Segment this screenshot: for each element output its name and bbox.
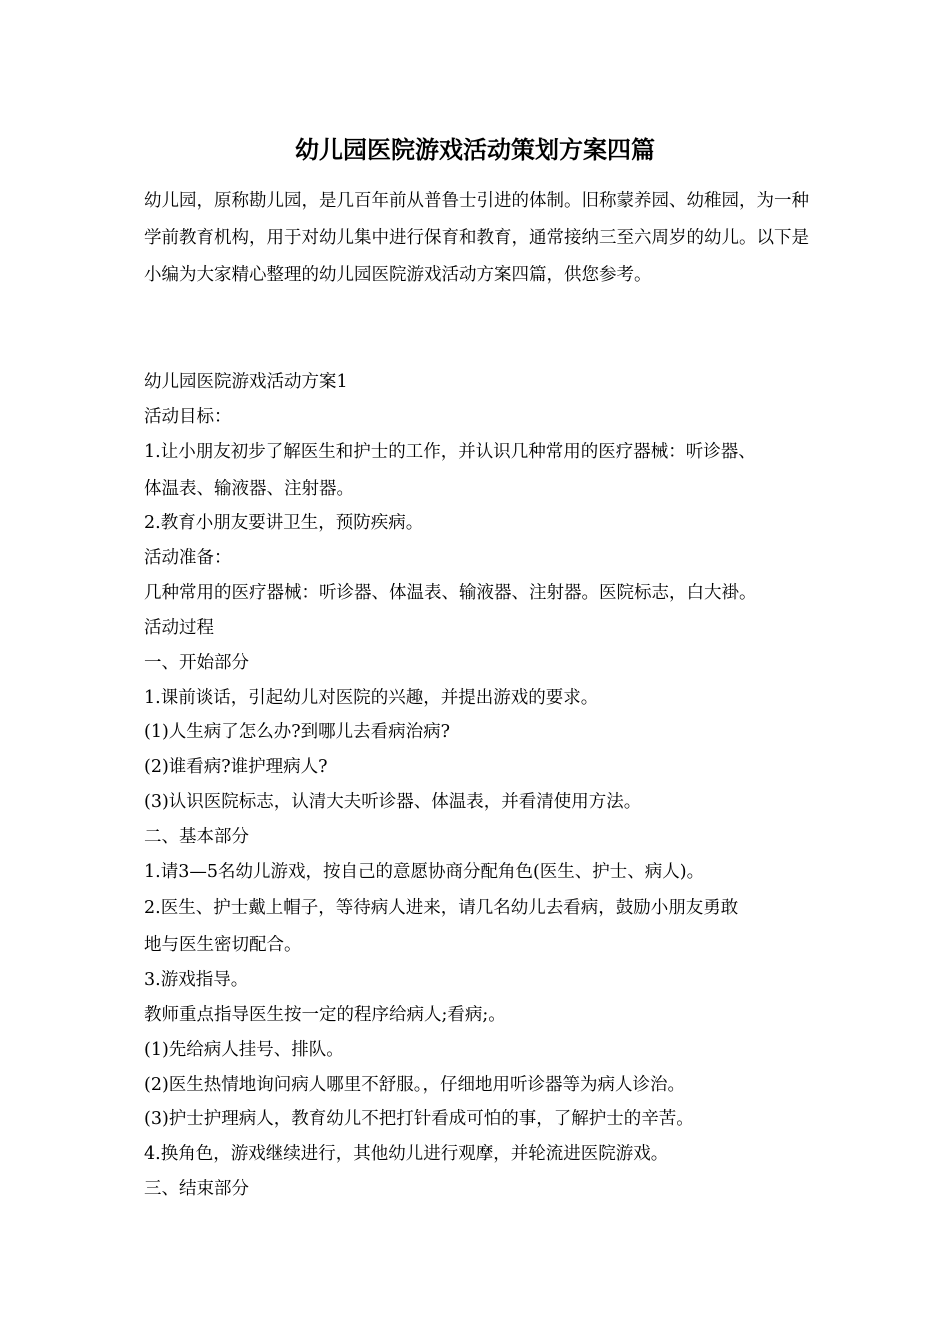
body-line: 地与医生密切配合。 [144,935,302,955]
body-line: 3.游戏指导。 [144,970,249,990]
body-line: 体温表、输液器、注射器。 [144,479,354,499]
body-line: (1)先给病人挂号、排队。 [144,1040,344,1060]
body-line: 2.教育小朋友要讲卫生，预防疾病。 [144,513,424,533]
body-line: (2)医生热情地询问病人哪里不舒服。，仔细地用听诊器等为病人诊治。 [144,1075,686,1095]
document-title: 幼儿园医院游戏活动策划方案四篇 [295,136,655,164]
body-line: 1.课前谈话，引起幼儿对医院的兴趣，并提出游戏的要求。 [144,688,599,708]
body-line: 几种常用的医疗器械：听诊器、体温表、输液器、注射器。医院标志，白大褂。 [144,583,757,603]
body-line: 2.医生、护士戴上帽子，等待病人进来，请几名幼儿去看病，鼓励小朋友勇敢 [144,898,739,918]
body-line: 活动目标： [144,407,232,427]
body-line: 活动过程 [144,618,214,638]
section-heading: 幼儿园医院游戏活动方案1 [144,372,348,392]
body-line: 1.让小朋友初步了解医生和护士的工作，并认识几种常用的医疗器械：听诊器、 [144,442,756,462]
body-line: 一、开始部分 [144,653,249,673]
body-line: 活动准备： [144,548,232,568]
body-line: (3)护士护理病人，教育幼儿不把打针看成可怕的事，了解护士的辛苦。 [144,1109,694,1129]
body-line: 二、基本部分 [144,827,249,847]
body-line: 1.请3—5名幼儿游戏，按自己的意愿协商分配角色(医生、护士、病人)。 [144,862,705,882]
body-line: 三、结束部分 [144,1179,249,1199]
body-line: 教师重点指导医生按一定的程序给病人;看病;。 [144,1005,506,1025]
body-line: (3)认识医院标志，认清大夫听诊器、体温表，并看清使用方法。 [144,792,642,812]
body-line: 4.换角色，游戏继续进行，其他幼儿进行观摩，并轮流进医院游戏。 [144,1144,669,1164]
body-line: (2)谁看病?谁护理病人? [144,757,328,777]
intro-paragraph: 幼儿园，原称勘儿园，是几百年前从普鲁士引进的体制。旧称蒙养园、幼稚园，为一种学前教育机构，用于对幼儿集中进行保育和教育，通常接纳三至六周岁的幼儿。以下是小编为大家精心整理的幼儿园医院游戏活动方案四篇，供您参考。 [144,191,809,285]
body-line: (1)人生病了怎么办?到哪儿去看病治病? [144,722,451,742]
